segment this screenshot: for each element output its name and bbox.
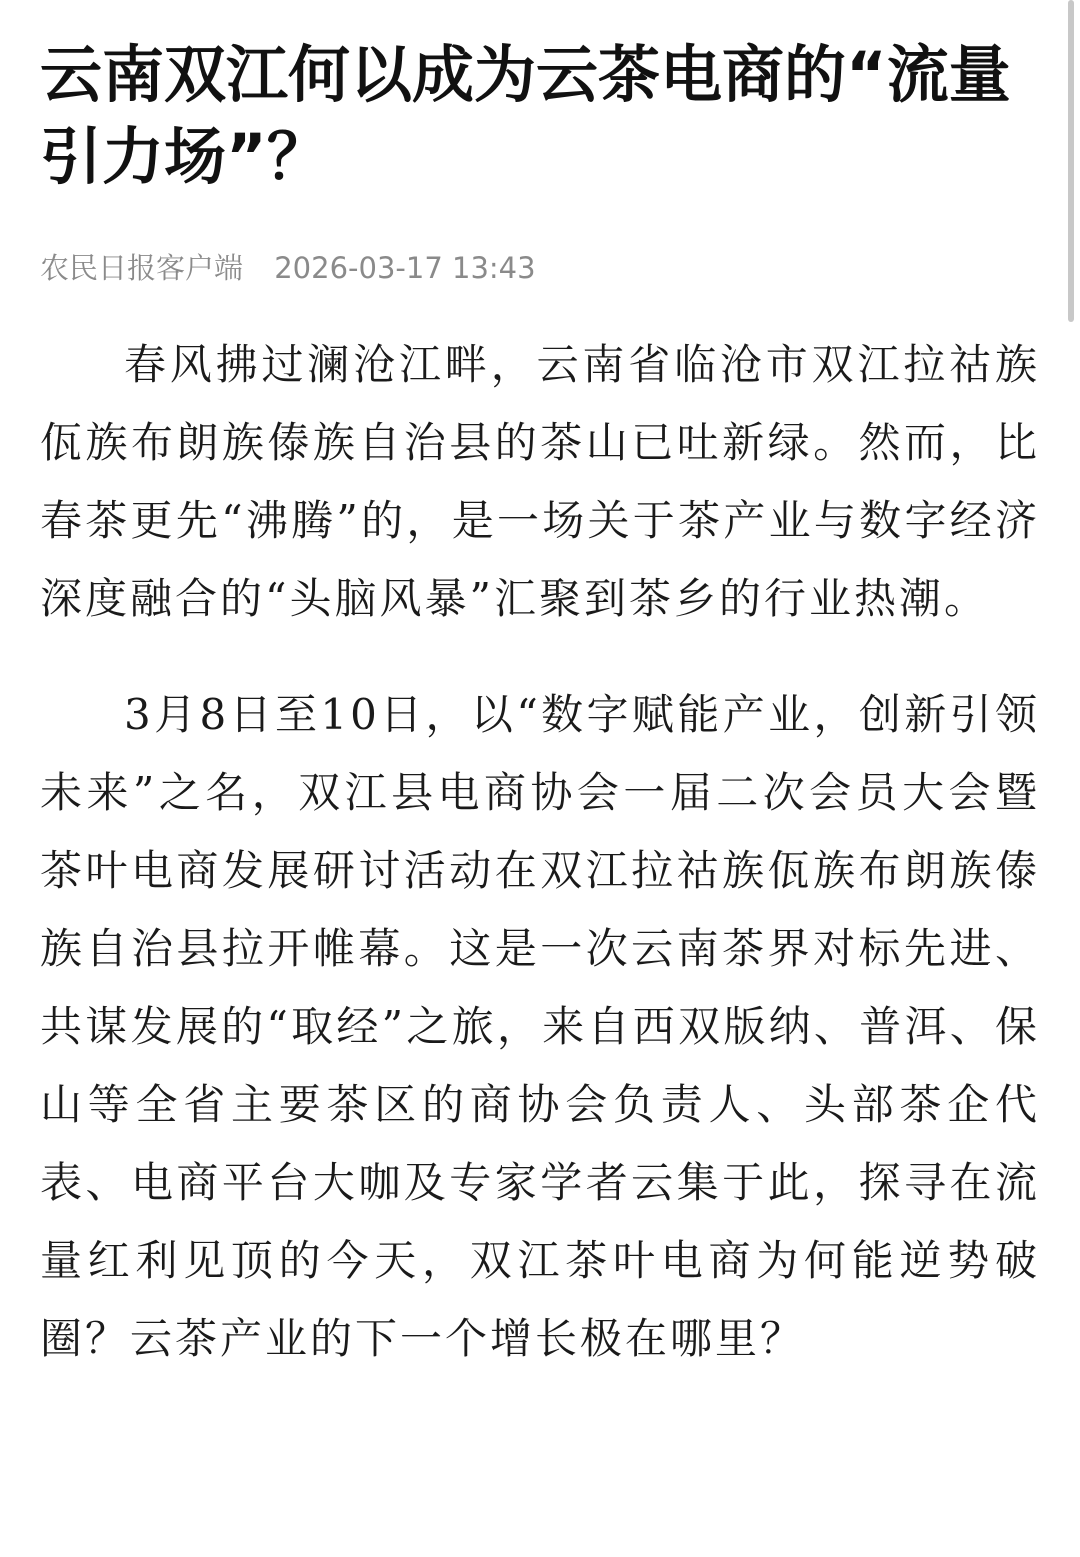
article-paragraph-2: 3月8日至10日，以“数字赋能产业，创新引领未来”之名，双江县电商协会一届二次会员大会暨茶叶电商发展研讨活动在双江拉祜族佤族布朗族傣族自治县拉开帷幕。这是一次云南茶界对标先进、共谋发展的“取经”之旅，来自西双版纳、普洱、保山等全省主要茶区的商协会负责人、头部茶企代表、电商平台大咖及专家学者云集于此，探寻在流量红利见顶的今天，双江茶叶电商为何能逆势破圈？云茶产业的下一个增长极在哪里？ xyxy=(40,690,1040,1363)
article-paragraph-1: 春风拂过澜沧江畔，云南省临沧市双江拉祜族佤族布朗族傣族自治县的茶山已吐新绿。然而，比春茶更先“沸腾”的，是一场关于茶产业与数字经济深度融合的“头脑风暴”汇聚到茶乡的行业热潮。 xyxy=(40,340,1040,623)
article-source[interactable]: 农民日报客户端 xyxy=(40,251,244,285)
article-datetime: 2026-03-17 13:43 xyxy=(274,251,536,285)
article xyxy=(40,34,1040,1378)
article-meta xyxy=(40,248,1040,288)
article-title: 云南双江何以成为云茶电商的“流量引力场”？ xyxy=(40,38,1011,193)
vertical-scrollbar[interactable] xyxy=(1068,0,1074,322)
